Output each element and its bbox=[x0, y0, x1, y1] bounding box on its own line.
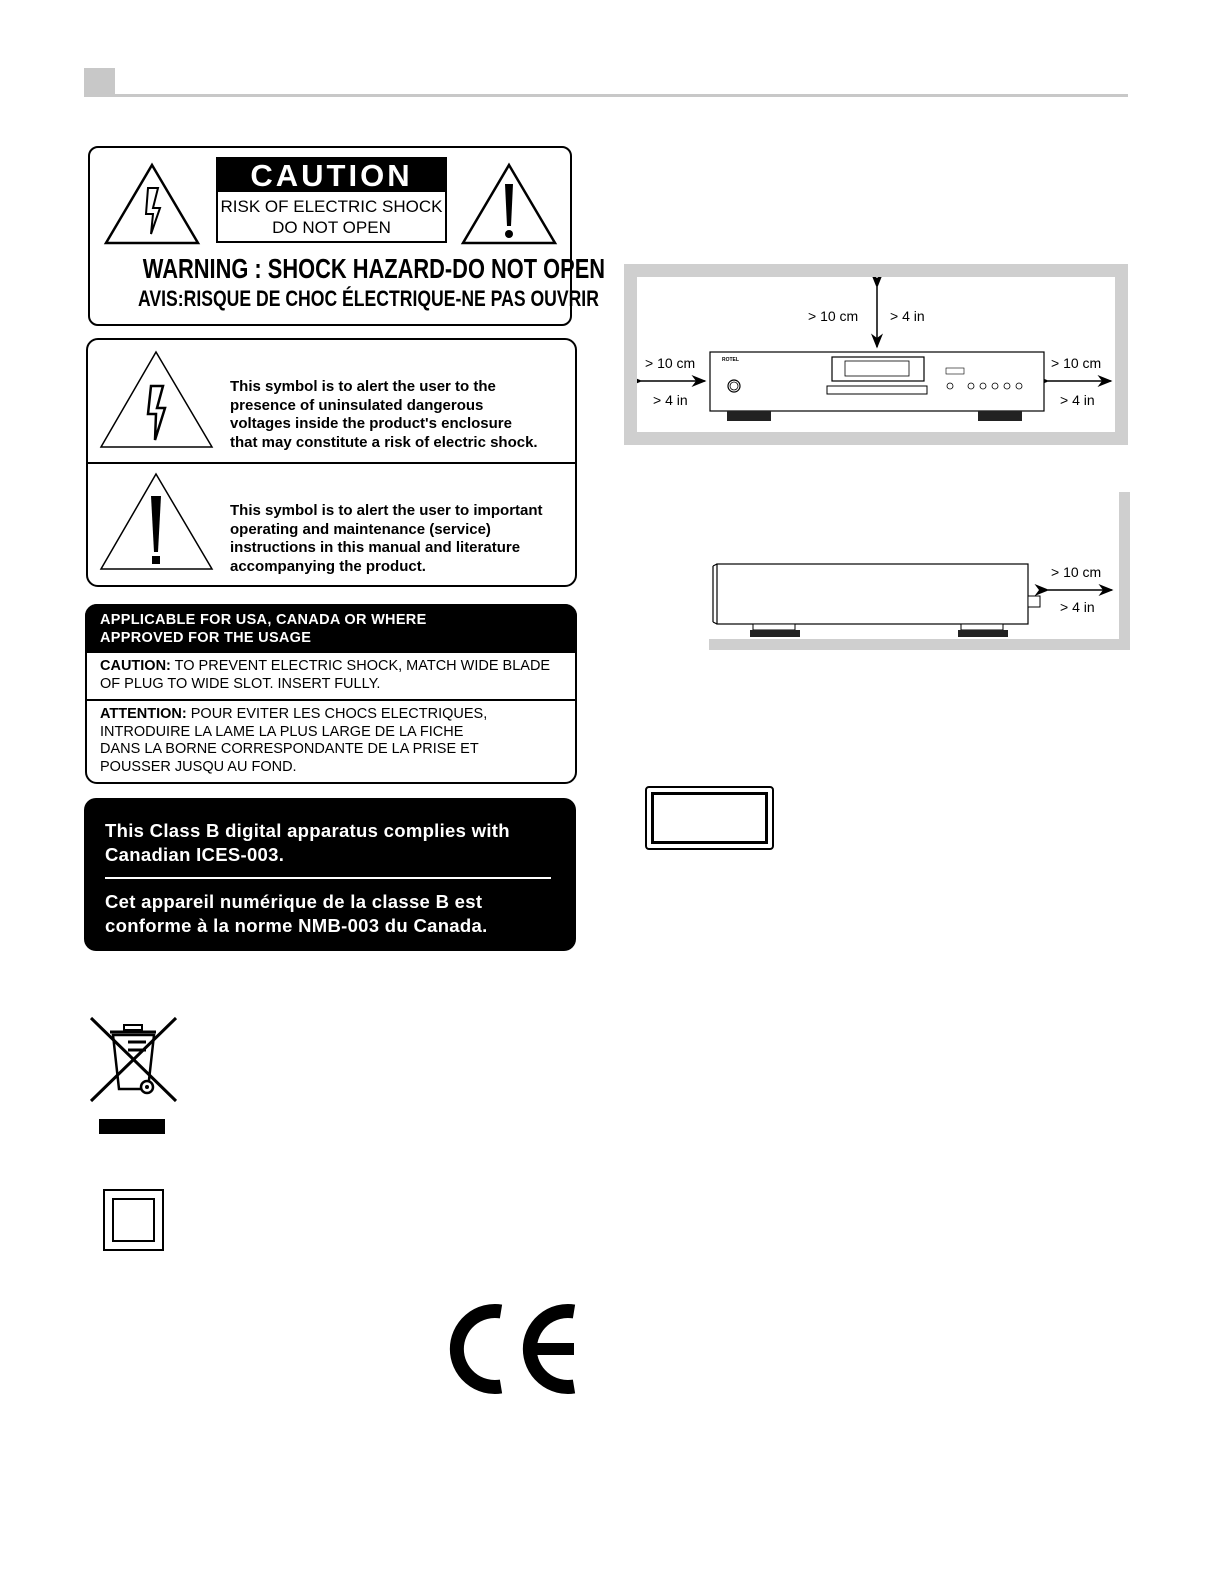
lightning-triangle-icon bbox=[103, 162, 201, 246]
clearance-right-in: > 4 in bbox=[1060, 392, 1095, 408]
text-line: Cet appareil numérique de la classe B est bbox=[105, 891, 483, 912]
crossed-bin-icon bbox=[88, 1015, 180, 1137]
text-line: This symbol is to alert the user to important bbox=[230, 502, 543, 519]
ventilation-front-diagram bbox=[637, 277, 1115, 432]
header-marker bbox=[84, 68, 115, 96]
exclamation-triangle-icon bbox=[99, 472, 214, 572]
text-line: accompanying the product. bbox=[230, 557, 426, 575]
text-line: POUSSER JUSQU AU FOND. bbox=[100, 758, 297, 775]
symbol-exclamation-text bbox=[230, 502, 570, 576]
plug-notice-header-text bbox=[100, 612, 570, 647]
text-line: This Class B digital apparatus complies with bbox=[105, 820, 510, 841]
plug-attention-text bbox=[100, 706, 572, 776]
clearance-rear-cm: > 10 cm bbox=[1051, 564, 1102, 580]
clearance-right-cm: > 10 cm bbox=[1051, 355, 1102, 371]
clearance-rear-in: > 4 in bbox=[1060, 599, 1095, 615]
text-line: voltages inside the product's enclosure bbox=[230, 415, 512, 432]
text-line: TO PREVENT ELECTRIC SHOCK, MATCH WIDE BLADE bbox=[170, 658, 551, 674]
exclamation-triangle-icon bbox=[460, 162, 558, 246]
canada-divider bbox=[105, 877, 551, 879]
ce-mark-icon bbox=[438, 1298, 580, 1402]
caution-title: CAUTION bbox=[218, 159, 445, 192]
symbol-lightning-text bbox=[230, 378, 570, 452]
text-line: INTRODUIRE LA LAME LA PLUS LARGE DE LA FICHE bbox=[100, 723, 464, 740]
plug-caution-text bbox=[100, 658, 572, 693]
caution-subtitle-line2: DO NOT OPEN bbox=[272, 218, 391, 237]
ventilation-side-wall bbox=[1119, 492, 1130, 650]
warning-english: WARNING : SHOCK HAZARD-DO NOT OPEN bbox=[142, 253, 606, 284]
attention-label-bold: ATTENTION: bbox=[100, 706, 187, 722]
caution-subtitle bbox=[218, 196, 445, 238]
text-line: Canadian ICES-003. bbox=[105, 844, 285, 865]
device-brand: ROTEL bbox=[722, 357, 739, 363]
symbol-divider bbox=[86, 462, 577, 464]
text-line: that may constitute a risk of electric shock. bbox=[230, 433, 538, 451]
clearance-top-in: > 4 in bbox=[890, 308, 925, 324]
text-line: presence of uninsulated dangerous bbox=[230, 396, 484, 414]
canada-english-text bbox=[105, 819, 565, 867]
caution-label-bold: CAUTION: bbox=[100, 658, 171, 674]
lightning-triangle-icon bbox=[99, 350, 214, 450]
canada-french-text bbox=[105, 890, 565, 938]
clearance-top-cm: > 10 cm bbox=[808, 308, 859, 324]
text-line: APPROVED FOR THE USAGE bbox=[100, 629, 312, 646]
text-line: instructions in this manual and literature bbox=[230, 539, 521, 556]
text-line: APPLICABLE FOR USA, CANADA OR WHERE bbox=[100, 612, 427, 628]
ventilation-side-floor bbox=[709, 639, 1130, 650]
text-line: This symbol is to alert the user to the bbox=[230, 378, 496, 395]
text-line: conforme à la norme NMB-003 du Canada. bbox=[105, 915, 488, 936]
warning-french: AVIS:RISQUE DE CHOC ÉLECTRIQUE-NE PAS OUVRIR bbox=[138, 286, 599, 311]
text-line: DANS LA BORNE CORRESPONDANTE DE LA PRISE ET bbox=[100, 741, 479, 757]
plug-notice-divider bbox=[85, 699, 577, 701]
header-rule bbox=[84, 94, 1128, 97]
clearance-left-in: > 4 in bbox=[653, 392, 688, 408]
laser-label-inner bbox=[651, 792, 768, 844]
caution-subtitle-line1: RISK OF ELECTRIC SHOCK bbox=[220, 197, 443, 216]
text-line: POUR EVITER LES CHOCS ELECTRIQUES, bbox=[186, 706, 488, 722]
text-line: OF PLUG TO WIDE SLOT. INSERT FULLY. bbox=[100, 675, 381, 692]
clearance-left-cm: > 10 cm bbox=[645, 355, 696, 371]
text-line: operating and maintenance (service) bbox=[230, 520, 491, 538]
double-square-inner bbox=[112, 1198, 155, 1242]
